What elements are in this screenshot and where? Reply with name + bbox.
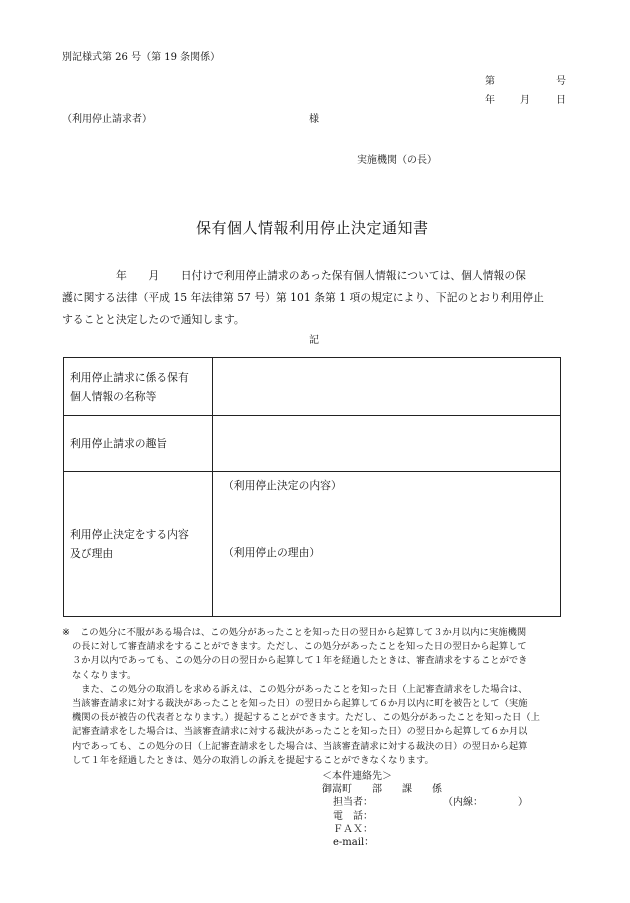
page-title: 保有個人情報利用停止決定通知書 (196, 219, 429, 237)
row-label-decision-line2: 及び理由 (70, 547, 114, 560)
body-line-1: 年 月 日付けで利用停止請求のあった保有個人情報については、個人情報の保 (62, 269, 526, 282)
contact-dept: 御嵩町 部 課 係 (322, 784, 442, 796)
issuer-label: 実施機関（の長） (357, 155, 437, 166)
addressee-honorific: 様 (309, 114, 319, 125)
row-value-purpose (213, 416, 561, 472)
note-line: の長に対して審査請求をすることができます。ただし、この処分があったことを知った日の翌日から起算して (72, 641, 527, 653)
contact-tel: 電 話： (333, 810, 373, 822)
note-mark: ※ (62, 627, 70, 638)
number-prefix: 第 (485, 76, 495, 87)
table-row-name (64, 358, 561, 416)
note-line: 記審査請求をした場合は、当該審査請求に対する裁決があったことを知った日）の翌日から起算して６か月以 (72, 726, 528, 738)
body-line-2: 護に関する法律（平成 15 年法律第 57 号）第 101 条第 1 項の規定により、下記のとおり利用停止 (62, 291, 544, 304)
form-reference: 別記様式第 26 号（第 19 条関係） (62, 52, 221, 63)
date-year: 年 (485, 95, 495, 106)
note-line: 機関の長が被告の代表者となります。）提起することができます。ただし、この処分があったことを知った日（上 (72, 712, 540, 724)
note-line: して１年を経過したときは、処分の取消しの訴えを提起することができなくなります。 (72, 754, 434, 766)
decision-content-heading: （利用停止決定の内容） (223, 479, 342, 492)
note-row (62, 626, 570, 640)
row-value-name (213, 358, 561, 416)
contact-block (322, 770, 528, 849)
contact-fax: ＦＡＸ： (333, 823, 373, 835)
ki-mark: 記 (309, 335, 319, 346)
row-label-purpose: 利用停止請求の趣旨 (64, 416, 213, 472)
table-row-purpose (64, 416, 561, 472)
row-label-name-line2: 個人情報の名称等 (70, 389, 157, 403)
row-label-name-line1: 利用停止請求に係る保有 (70, 370, 189, 384)
note-line: この処分に不服がある場合は、この処分があったことを知った日の翌日から起算して３か月以内に実施機関 (80, 627, 527, 638)
row-label-name (64, 358, 213, 416)
row-value-decision (213, 472, 561, 617)
table-row-decision (64, 472, 561, 617)
note-p1-cont (62, 640, 570, 768)
row-label-decision (64, 472, 213, 617)
body-line-3: することと決定したので通知します。 (62, 313, 245, 326)
note-line: 内であっても、この処分の日（上記審査請求をした場合は、当該審査請求に対する裁決の日）の翌日から起算 (72, 740, 528, 752)
contact-email: e-mail： (333, 837, 375, 849)
addressee-label: （利用停止請求者） (62, 114, 152, 125)
number-suffix: 号 (556, 76, 566, 87)
date-day: 日 (556, 95, 566, 106)
date-month: 月 (520, 95, 530, 106)
decision-reason-heading: （利用停止の理由） (223, 546, 321, 559)
contact-heading: ＜本件連絡先＞ (322, 771, 392, 782)
notes (62, 626, 570, 768)
decision-table (63, 357, 561, 617)
note-line: なくなります。 (72, 669, 137, 681)
note-line: ３か月以内であっても、この処分の日の翌日から起算して１年を経過したときは、審査請求をすることができ (72, 655, 528, 667)
contact-person: 担当者： （内線： ） (333, 797, 528, 809)
note-line: 当該審査請求に対する裁決があったことを知った日）の翌日から起算して６か月以内に町を被告として（実施 (72, 698, 528, 710)
row-label-decision-line1: 利用停止決定をする内容 (70, 528, 189, 541)
body-paragraph (62, 265, 570, 331)
note-line: また、この処分の取消しを求める訴えは、この処分があったことを知った日（上記審査請求をした場合は、 (72, 683, 528, 695)
